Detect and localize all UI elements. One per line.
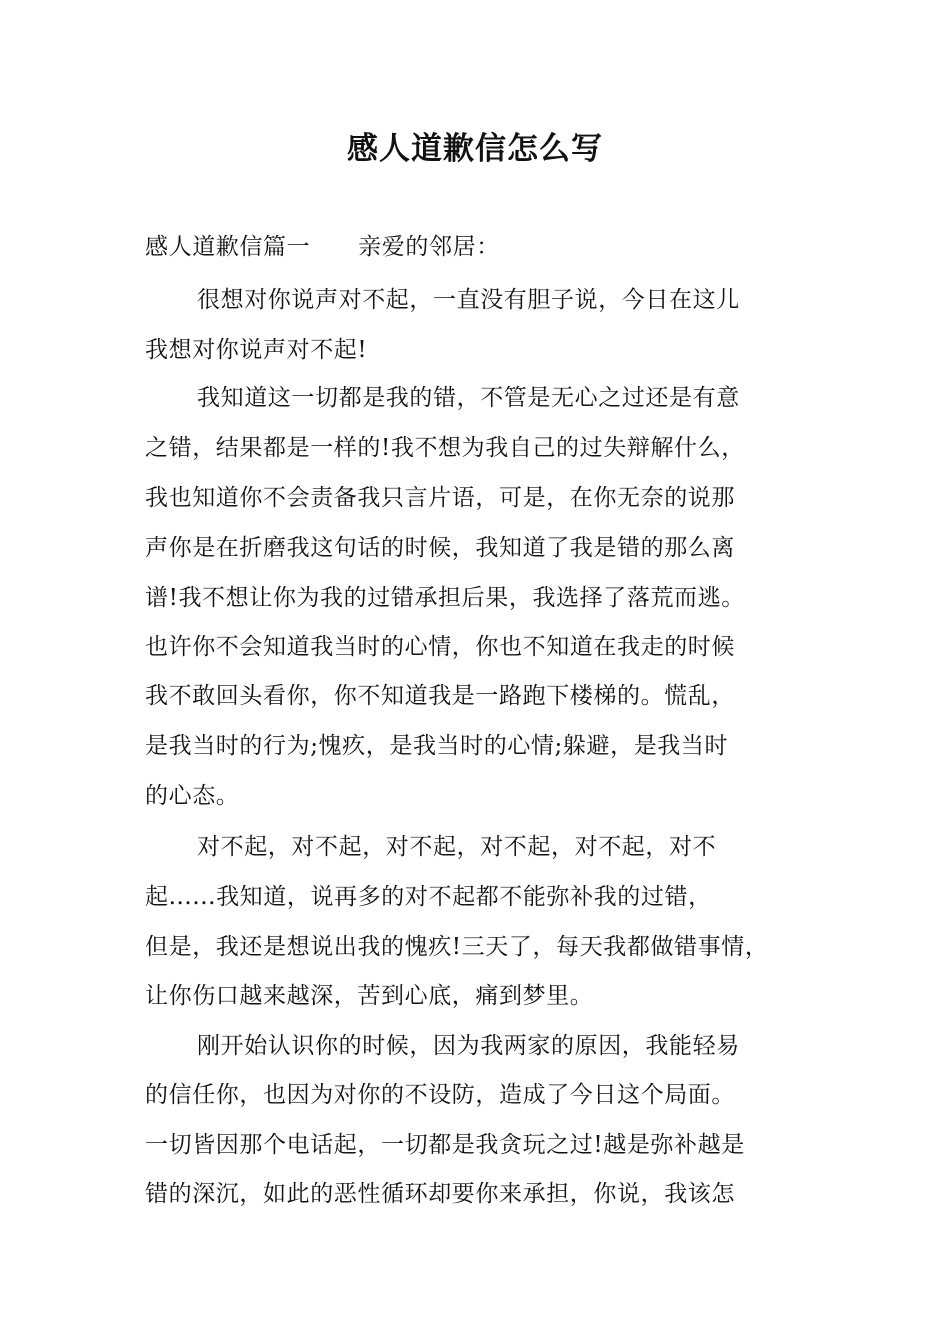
text-line: 起......我知道，说再多的对不起都不能弥补我的过错， <box>145 884 712 910</box>
text-line: 很想对你说声对不起，一直没有胆子说，今日在这儿 <box>197 287 740 313</box>
text-line: 声你是在折磨我这句话的时候，我知道了我是错的那么离 <box>145 535 735 561</box>
letter-heading <box>145 222 500 272</box>
letter-salutation: 亲爱的邻居： <box>358 234 500 260</box>
text-line: 一切皆因那个电话起，一切都是我贪玩之过!越是弥补越是 <box>145 1132 745 1158</box>
text-line: 是我当时的行为;愧疚，是我当时的心情;躲避，是我当时 <box>145 733 729 759</box>
text-line: 刚开始认识你的时候，因为我两家的原因，我能轻易 <box>197 1033 740 1059</box>
text-line: 对不起，对不起，对不起，对不起，对不起，对不 <box>197 834 717 860</box>
text-line: 让你伤口越来越深，苦到心底，痛到梦里。 <box>145 983 594 1009</box>
text-line: 之错，结果都是一样的!我不想为我自己的过失辩解什么， <box>145 435 745 461</box>
text-line: 我知道这一切都是我的错，不管是无心之过还是有意 <box>197 385 740 411</box>
text-line: 错的深沉，如此的恶性循环却要你来承担，你说，我该怎 <box>145 1181 735 1207</box>
text-line: 的信任你，也因为对你的不设防，造成了今日这个局面。 <box>145 1082 735 1108</box>
text-line: 也许你不会知道我当时的心情，你也不知道在我走的时候 <box>145 634 735 660</box>
text-line: 我想对你说声对不起! <box>145 337 368 363</box>
letter-section-label: 感人道歉信篇一 <box>145 234 311 260</box>
text-line: 但是，我还是想说出我的愧疚!三天了，每天我都做错事情， <box>145 934 769 960</box>
document-title: 感人道歉信怎么写 <box>347 131 603 167</box>
text-line: 的心态。 <box>145 783 240 809</box>
text-line: 我也知道你不会责备我只言片语，可是，在你无奈的说那 <box>145 485 735 511</box>
text-line: 谱!我不想让你为我的过错承担后果，我选择了落荒而逃。 <box>145 585 745 611</box>
text-line: 我不敢回头看你，你不知道我是一路跑下楼梯的。慌乱， <box>145 683 735 709</box>
